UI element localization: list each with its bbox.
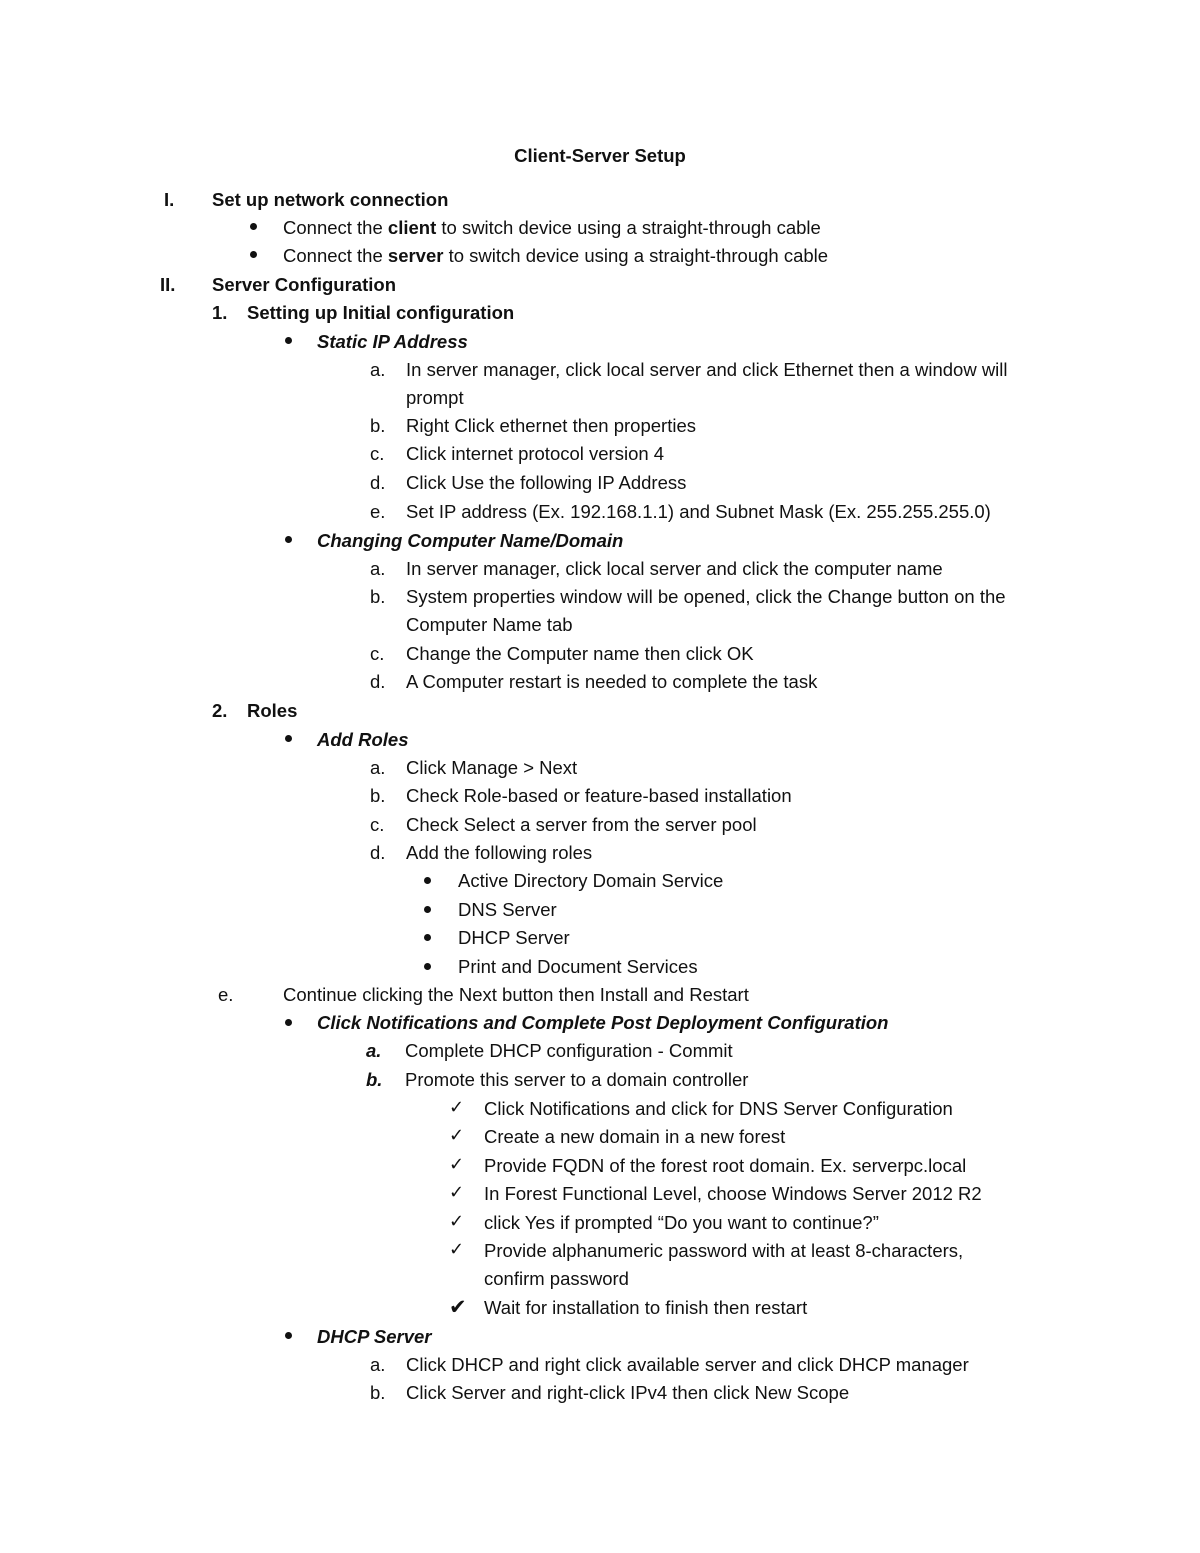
topic-heading: Changing Computer Name/Domain xyxy=(317,530,624,551)
check-icon: ✓ xyxy=(449,1154,465,1175)
check-icon: ✓ xyxy=(449,1182,465,1203)
step-marker: d. xyxy=(370,671,386,692)
bullet-icon xyxy=(285,536,292,543)
step-text: Change the Computer name then click OK xyxy=(406,643,754,664)
step-text: Set IP address (Ex. 192.168.1.1) and Subnet Mask (Ex. 255.255.255.0) xyxy=(406,501,991,522)
checklist-item-continued: confirm password xyxy=(484,1268,629,1289)
section-marker: I. xyxy=(164,189,175,210)
step-text: Click DHCP and right click available server and click DHCP manager xyxy=(406,1354,969,1375)
step-text: In server manager, click local server and click Ethernet then a window will xyxy=(406,359,1008,380)
section-marker: II. xyxy=(160,274,176,295)
step-marker: a. xyxy=(370,757,386,778)
bullet-icon xyxy=(250,251,257,258)
checklist-item: click Yes if prompted “Do you want to continue?” xyxy=(484,1212,879,1233)
topic-heading: DHCP Server xyxy=(317,1326,432,1347)
bullet-icon xyxy=(424,906,431,913)
check-icon: ✔ xyxy=(449,1295,467,1319)
step-marker: a. xyxy=(370,1354,386,1375)
bullet-item: Connect the server to switch device using a straight-through cable xyxy=(283,245,829,266)
document-title: Client-Server Setup xyxy=(514,145,686,166)
step-marker: a. xyxy=(370,558,386,579)
step-marker: e. xyxy=(218,984,234,1005)
step-marker: b. xyxy=(370,785,386,806)
checklist-item: Provide alphanumeric password with at least 8-characters, xyxy=(484,1240,964,1261)
bullet-icon xyxy=(424,934,431,941)
step-marker: b. xyxy=(366,1069,383,1090)
step-text: System properties window will be opened, click the Change button on the xyxy=(406,586,1006,607)
step-text: Continue clicking the Next button then Install and Restart xyxy=(283,984,749,1005)
step-text: Add the following roles xyxy=(406,842,593,863)
section-heading: Set up network connection xyxy=(212,189,449,210)
bullet-icon xyxy=(285,735,292,742)
bullet-icon xyxy=(424,963,431,970)
bullet-icon xyxy=(285,337,292,344)
bullet-icon xyxy=(285,1332,292,1339)
step-text: Click internet protocol version 4 xyxy=(406,443,665,464)
subsection-marker: 2. xyxy=(212,700,228,721)
check-icon: ✓ xyxy=(449,1125,465,1146)
step-marker: c. xyxy=(370,814,385,835)
step-marker: b. xyxy=(370,1382,386,1403)
bullet-icon xyxy=(424,877,431,884)
step-marker: d. xyxy=(370,842,386,863)
topic-heading: Add Roles xyxy=(317,729,409,750)
subsection-heading: Roles xyxy=(247,700,298,721)
step-text: In server manager, click local server and click the computer name xyxy=(406,558,943,579)
step-text: Click Manage > Next xyxy=(406,757,578,778)
step-text: Click Use the following IP Address xyxy=(406,472,687,493)
step-marker: d. xyxy=(370,472,386,493)
step-marker: b. xyxy=(370,415,386,436)
role-item: DNS Server xyxy=(458,899,557,920)
step-text-continued: prompt xyxy=(406,387,464,408)
step-text: Complete DHCP configuration - Commit xyxy=(405,1040,733,1061)
subsection-heading: Setting up Initial configuration xyxy=(247,302,515,323)
checklist-item: Create a new domain in a new forest xyxy=(484,1126,786,1147)
role-item: Print and Document Services xyxy=(458,956,698,977)
step-marker: e. xyxy=(370,501,386,522)
role-item: DHCP Server xyxy=(458,927,570,948)
checklist-item: Provide FQDN of the forest root domain. Ex. serverpc.local xyxy=(484,1155,967,1176)
step-marker: b. xyxy=(370,586,386,607)
step-text: Right Click ethernet then properties xyxy=(406,415,696,436)
checklist-item: In Forest Functional Level, choose Windows Server 2012 R2 xyxy=(484,1183,982,1204)
bullet-icon xyxy=(250,223,257,230)
step-marker: c. xyxy=(370,443,385,464)
check-icon: ✓ xyxy=(449,1097,465,1118)
checklist-item: Wait for installation to finish then restart xyxy=(484,1297,808,1318)
step-text: Click Server and right-click IPv4 then click New Scope xyxy=(406,1382,850,1403)
checklist-item: Click Notifications and click for DNS Server Configuration xyxy=(484,1098,953,1119)
step-marker: a. xyxy=(370,359,386,380)
check-icon: ✓ xyxy=(449,1211,465,1232)
bullet-item: Connect the client to switch device using a straight-through cable xyxy=(283,217,821,238)
step-text-continued: Computer Name tab xyxy=(406,614,573,635)
bullet-icon xyxy=(285,1019,292,1026)
check-icon: ✓ xyxy=(449,1239,465,1260)
step-marker: c. xyxy=(370,643,385,664)
step-text: Promote this server to a domain controller xyxy=(405,1069,749,1090)
step-text: Check Select a server from the server pool xyxy=(406,814,757,835)
step-text: A Computer restart is needed to complete the task xyxy=(406,671,818,692)
step-text: Check Role-based or feature-based installation xyxy=(406,785,792,806)
step-marker: a. xyxy=(366,1040,382,1061)
topic-heading: Static IP Address xyxy=(317,331,468,352)
subsection-marker: 1. xyxy=(212,302,228,323)
topic-heading: Click Notifications and Complete Post Deployment Configuration xyxy=(317,1012,889,1033)
section-heading: Server Configuration xyxy=(212,274,396,295)
role-item: Active Directory Domain Service xyxy=(458,870,724,891)
